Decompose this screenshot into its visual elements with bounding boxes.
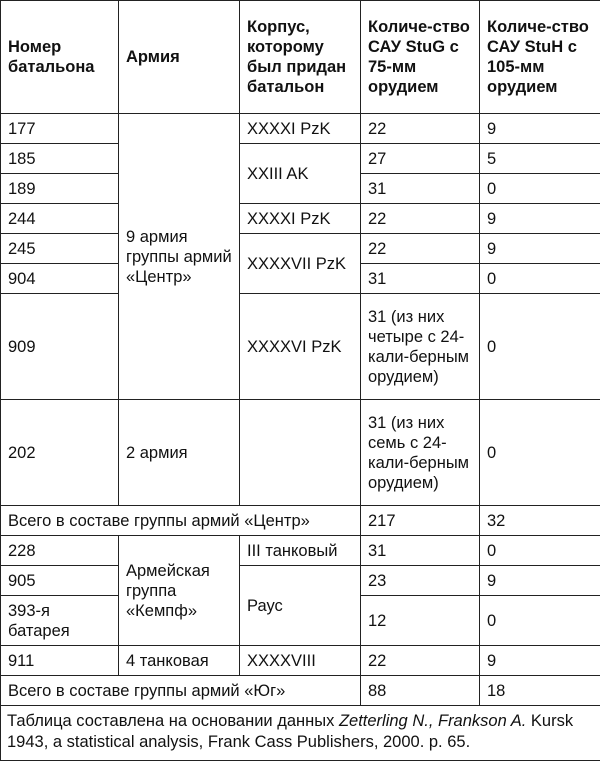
table-row bbox=[1, 536, 600, 566]
battalion-cell: 202 bbox=[1, 400, 119, 506]
stuh-cell: 5 bbox=[480, 144, 600, 174]
corps-cell: XXIII AK bbox=[240, 144, 361, 204]
total-label: Всего в составе группы армий «Центр» bbox=[1, 506, 361, 536]
stug-cell: 22 bbox=[361, 204, 480, 234]
stuh-cell: 0 bbox=[480, 264, 600, 294]
army-cell: 4 танковая bbox=[119, 646, 240, 676]
corps-cell: XXXXVII PzK bbox=[240, 234, 361, 294]
army-cell: 9 армия группы армий «Центр» bbox=[119, 114, 240, 400]
battalion-cell: 911 bbox=[1, 646, 119, 676]
stuh-cell: 9 bbox=[480, 234, 600, 264]
total-row-center bbox=[1, 506, 600, 536]
table-row bbox=[1, 294, 600, 400]
total-stug: 217 bbox=[361, 506, 480, 536]
header-stuh: Количе-ство САУ StuH с 105-мм орудием bbox=[480, 1, 600, 114]
battalion-cell: 185 bbox=[1, 144, 119, 174]
corps-cell: XXXXVIII bbox=[240, 646, 361, 676]
stug-cell: 12 bbox=[361, 596, 480, 646]
stug-cell: 22 bbox=[361, 114, 480, 144]
footnote-row bbox=[1, 706, 600, 761]
stug-cell: 27 bbox=[361, 144, 480, 174]
stuh-cell: 0 bbox=[480, 294, 600, 400]
battalion-cell: 909 bbox=[1, 294, 119, 400]
battalion-cell: 393-я батарея bbox=[1, 596, 119, 646]
total-stug: 88 bbox=[361, 676, 480, 706]
table-row bbox=[1, 646, 600, 676]
corps-cell: III танковый bbox=[240, 536, 361, 566]
army-cell: Армейская группа «Кемпф» bbox=[119, 536, 240, 646]
total-stuh: 18 bbox=[480, 676, 600, 706]
footnote bbox=[1, 706, 600, 761]
stug-cell: 23 bbox=[361, 566, 480, 596]
corps-cell: Раус bbox=[240, 566, 361, 646]
table-row bbox=[1, 204, 600, 234]
battalion-cell: 905 bbox=[1, 566, 119, 596]
stuh-cell: 9 bbox=[480, 566, 600, 596]
battalion-cell: 189 bbox=[1, 174, 119, 204]
total-stuh: 32 bbox=[480, 506, 600, 536]
stuh-cell: 0 bbox=[480, 596, 600, 646]
battalion-cell: 245 bbox=[1, 234, 119, 264]
total-label: Всего в составе группы армий «Юг» bbox=[1, 676, 361, 706]
stug-cell: 31 bbox=[361, 264, 480, 294]
stuh-cell: 0 bbox=[480, 536, 600, 566]
header-corps: Корпус, которому был придан батальон bbox=[240, 1, 361, 114]
battalion-cell: 228 bbox=[1, 536, 119, 566]
header-stug: Количе-ство САУ StuG с 75-мм орудием bbox=[361, 1, 480, 114]
stug-cell: 31 bbox=[361, 536, 480, 566]
stuh-cell: 0 bbox=[480, 400, 600, 506]
stug-cell: 31 bbox=[361, 174, 480, 204]
header-battalion: Номер батальона bbox=[1, 1, 119, 114]
stug-cell: 22 bbox=[361, 646, 480, 676]
corps-cell: XXXXI PzK bbox=[240, 204, 361, 234]
stuh-cell: 0 bbox=[480, 174, 600, 204]
header-row bbox=[1, 1, 600, 114]
table-row bbox=[1, 400, 600, 506]
corps-cell: XXXXI PzK bbox=[240, 114, 361, 144]
stuh-cell: 9 bbox=[480, 646, 600, 676]
stug-cell: 31 (из них четыре с 24-кали-берным орудием) bbox=[361, 294, 480, 400]
corps-cell: XXXXVI PzK bbox=[240, 294, 361, 400]
stuh-cell: 9 bbox=[480, 204, 600, 234]
table-row bbox=[1, 144, 600, 174]
total-row-south bbox=[1, 676, 600, 706]
army-cell: 2 армия bbox=[119, 400, 240, 506]
footnote-prefix: Таблица составлена на основании данных bbox=[7, 712, 339, 730]
table-row bbox=[1, 114, 600, 144]
table-row bbox=[1, 566, 600, 596]
table-row bbox=[1, 234, 600, 264]
battalion-cell: 244 bbox=[1, 204, 119, 234]
footnote-suffix: Kursk 1943, a statistical analysis, Frank Cass Publishers, 2000. p. 65. bbox=[7, 712, 573, 751]
stug-cell: 31 (из них семь с 24-кали-берным орудием) bbox=[361, 400, 480, 506]
stug-cell: 22 bbox=[361, 234, 480, 264]
battalion-cell: 177 bbox=[1, 114, 119, 144]
corps-cell bbox=[240, 400, 361, 506]
battalion-cell: 904 bbox=[1, 264, 119, 294]
stuh-cell: 9 bbox=[480, 114, 600, 144]
header-army: Армия bbox=[119, 1, 240, 114]
footnote-authors: Zetterling N., Frankson A. bbox=[339, 712, 526, 730]
